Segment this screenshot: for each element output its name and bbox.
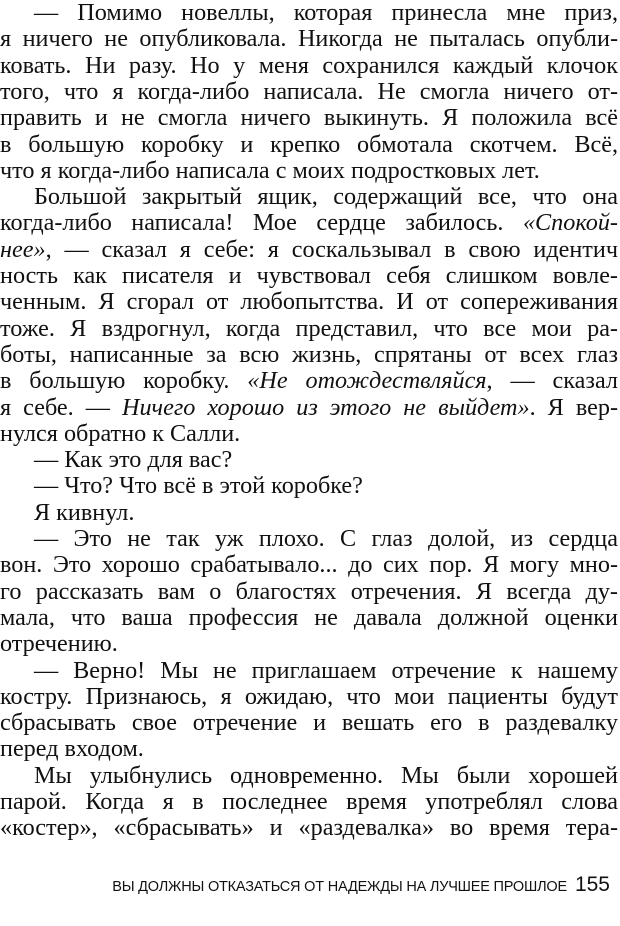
text-line	[0, 158, 618, 184]
text-line	[0, 500, 618, 526]
text-line	[0, 579, 618, 605]
text-run: перед входом.	[0, 736, 144, 763]
text-run: , — сказал я себе: я соскальзывал в свою идентич	[45, 236, 618, 263]
text-run: — Помимо новеллы, которая принесла мне приз,	[34, 0, 618, 26]
text-line	[0, 342, 618, 368]
text-run: Большой закрытый ящик, содержащий все, что она	[34, 184, 618, 211]
text-run: — Как это для вас?	[34, 447, 233, 474]
text-line	[0, 421, 618, 447]
text-run: — Это не так уж плохо. С глаз долой, из сердца	[34, 526, 618, 552]
text-run: ковать. Ни разу. Но у меня сохранился каждый клочок	[0, 52, 618, 79]
text-run: отречению.	[0, 631, 118, 658]
text-line	[0, 210, 618, 236]
text-run: Я кивнул.	[34, 499, 135, 526]
text-line	[0, 789, 618, 815]
text-run: сбрасывать свое отречение и вешать его в раздевалку	[0, 710, 618, 737]
text-run: я себе. —	[0, 394, 122, 421]
text-run: тоже. Я вздрогнул, когда представил, что все мои ра-	[0, 315, 618, 342]
text-line	[0, 0, 618, 26]
text-line	[0, 552, 618, 578]
text-line	[0, 710, 618, 736]
text-run: . Я вер-	[529, 394, 618, 421]
text-run: того, что я когда-либо написала. Не смогла ничего от-	[0, 78, 618, 105]
text-run: когда-либо написала! Мое сердце забилось.	[0, 210, 523, 237]
text-line	[0, 26, 618, 52]
text-line	[0, 79, 618, 105]
text-run: го рассказать вам о благостях отречения. Я всегда ду-	[0, 578, 618, 605]
text-line	[0, 815, 618, 841]
page-number: 155	[574, 873, 610, 896]
text-line	[0, 132, 618, 158]
text-run: править и не смогла ничего выкинуть. Я положила всё	[0, 105, 618, 132]
text-run: «костер», «сбрасывать» и «раздевалка» во время тера-	[0, 815, 618, 842]
text-run: боты, написанные за всю жизнь, спрятаны от всех глаз	[0, 341, 618, 368]
page-footer	[0, 873, 610, 903]
text-line	[0, 105, 618, 131]
italic-text-run: «Спокой-	[522, 210, 618, 237]
text-line	[0, 184, 618, 210]
text-run: костру. Признаюсь, я ожидаю, что мои пациенты будут	[0, 683, 618, 710]
text-run: в большую коробку и крепко обмотала скотчем. Всё,	[0, 131, 618, 158]
text-run: вон. Это хорошо срабатывало... до сих пор. Я могу мно-	[0, 552, 618, 579]
italic-text-run: нее»	[0, 236, 46, 263]
text-run: парой. Когда я в последнее время употреблял слова	[0, 789, 618, 815]
text-line	[0, 395, 618, 421]
text-line	[0, 368, 618, 394]
text-line	[0, 763, 618, 789]
italic-text-run: «Не отождествляйся	[247, 368, 487, 395]
text-run: Мы улыбнулись одновременно. Мы были хорошей	[34, 762, 618, 789]
text-line	[0, 53, 618, 79]
text-run: — Что? Что всё в этой коробке?	[34, 473, 363, 500]
text-line	[0, 736, 618, 762]
text-run: что я когда-либо написала с моих подростковых лет.	[0, 157, 540, 184]
text-line	[0, 605, 618, 631]
text-line	[0, 447, 618, 473]
text-run: нулся обратно к Салли.	[0, 420, 241, 447]
running-head: ВЫ ДОЛЖНЫ ОТКАЗАТЬСЯ ОТ НАДЕЖДЫ НА ЛУЧШЕЕ ПРОШЛОЕ	[112, 879, 567, 895]
text-run: я ничего не опубликовала. Никогда не пыталась опубли-	[0, 26, 618, 53]
text-line	[0, 631, 618, 657]
text-line	[0, 473, 618, 499]
text-line	[0, 289, 618, 315]
text-line	[0, 526, 618, 552]
text-run: — Верно! Мы не приглашаем отречение к нашему	[34, 657, 618, 684]
text-line	[0, 316, 618, 342]
text-run: ность как писателя и чувствовал себя слишком вовле-	[0, 263, 618, 289]
text-line	[0, 684, 618, 710]
text-line	[0, 237, 618, 263]
text-line	[0, 263, 618, 289]
text-run: мала, что ваша профессия не давала должной оценки	[0, 604, 618, 631]
text-line	[0, 658, 618, 684]
italic-text-run: Ничего хорошо из этого не выйдет»	[122, 394, 530, 421]
text-run: ченным. Я сгорал от любопытства. И от сопереживания	[0, 289, 618, 316]
text-run: , — сказал	[486, 368, 618, 395]
text-run: в большую коробку.	[0, 368, 248, 395]
